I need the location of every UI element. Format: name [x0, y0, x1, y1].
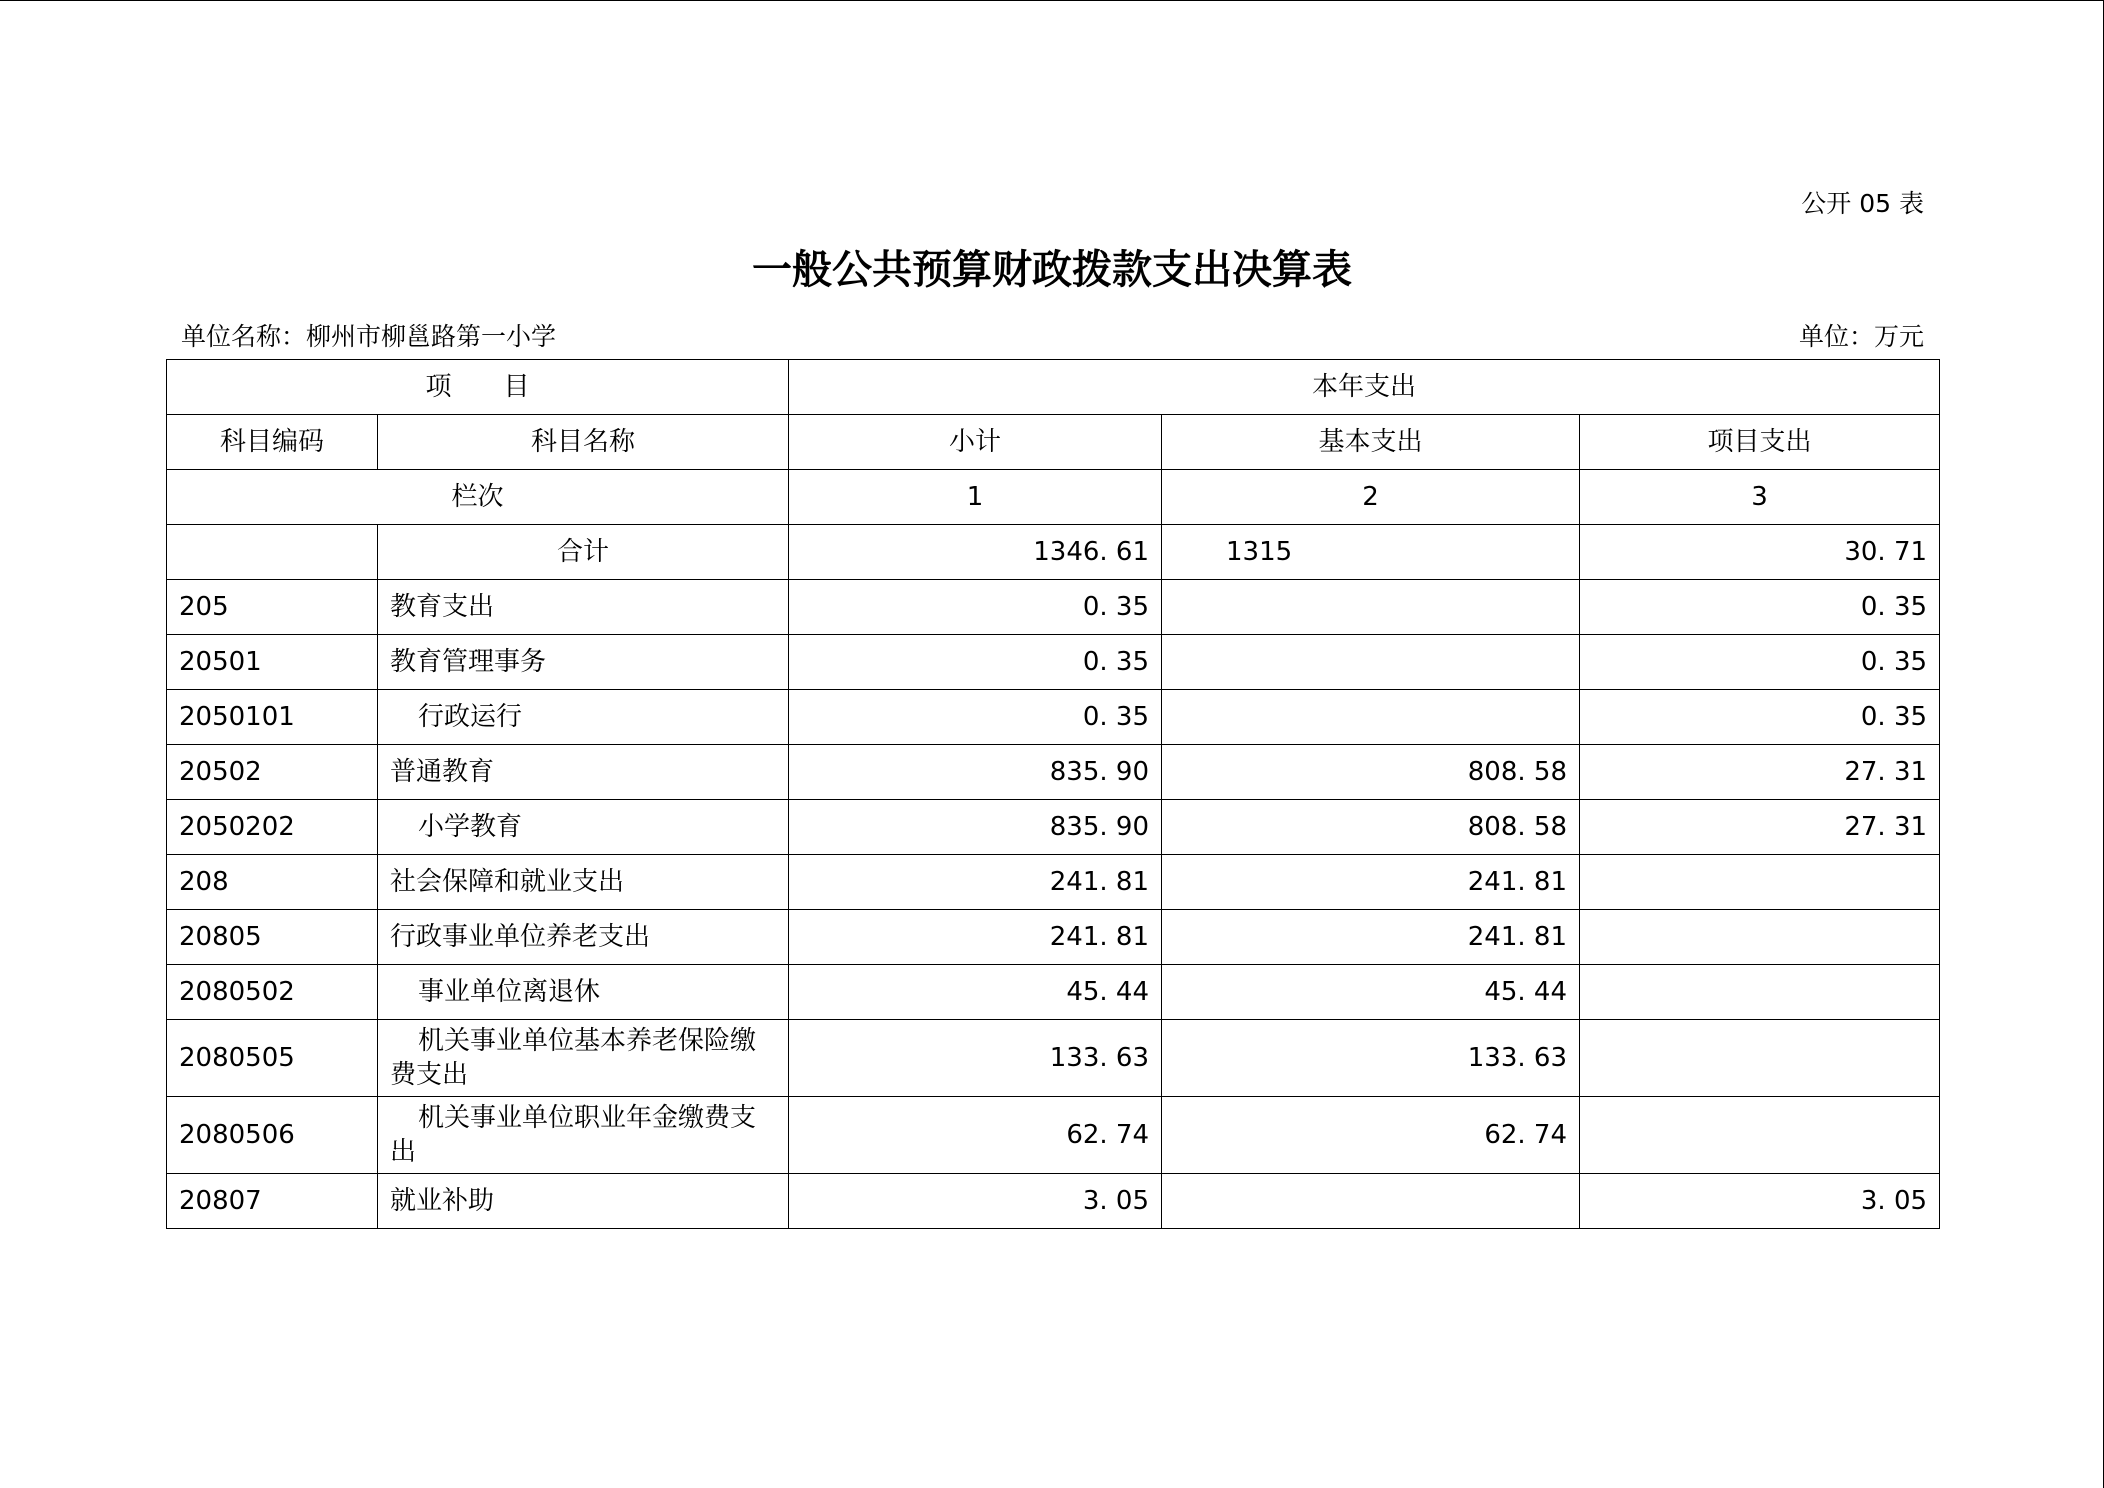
row-basic: [1162, 690, 1580, 745]
row-basic: 241. 81: [1162, 910, 1580, 965]
total-label: 合计: [378, 525, 789, 580]
row-basic: 241. 81: [1162, 855, 1580, 910]
row-project: 3. 05: [1580, 1174, 1940, 1229]
row-project: 0. 35: [1580, 635, 1940, 690]
row-code: 2080505: [167, 1020, 378, 1097]
table-row: [167, 690, 1940, 745]
row-basic: 808. 58: [1162, 745, 1580, 800]
header-name: 科目名称: [378, 415, 789, 470]
header-basic: 基本支出: [1162, 415, 1580, 470]
table-row: [167, 580, 1940, 635]
row-subtotal: 3. 05: [789, 1174, 1162, 1229]
header-subtotal: 小计: [789, 415, 1162, 470]
table-row: [167, 745, 1940, 800]
header-project-exp: 项目支出: [1580, 415, 1940, 470]
table-row: [167, 800, 1940, 855]
row-basic: [1162, 580, 1580, 635]
page-title: 一般公共预算财政拨款支出决算表: [752, 247, 1352, 293]
currency-unit: 单位：万元: [1798, 322, 1924, 351]
table-row: [167, 1097, 1940, 1174]
row-name: 教育支出: [378, 580, 789, 635]
table-row: [167, 1020, 1940, 1097]
header-project: 项 目: [167, 360, 789, 415]
row-project: [1580, 855, 1940, 910]
row-name: 社会保障和就业支出: [378, 855, 789, 910]
table-row: [167, 1174, 1940, 1229]
row-basic: [1162, 635, 1580, 690]
row-project: 0. 35: [1580, 580, 1940, 635]
form-number: 公开 05 表: [1801, 189, 1924, 218]
row-name: 行政事业单位养老支出: [378, 910, 789, 965]
row-code: 208: [167, 855, 378, 910]
row-project: 0. 35: [1580, 690, 1940, 745]
table-row: [167, 855, 1940, 910]
row-basic: [1162, 1174, 1580, 1229]
table-row: [167, 635, 1940, 690]
page-border-top: [0, 0, 2104, 1]
row-subtotal: 62. 74: [789, 1097, 1162, 1174]
index-3: 3: [1580, 470, 1940, 525]
row-subtotal: 133. 63: [789, 1020, 1162, 1097]
row-subtotal: 241. 81: [789, 910, 1162, 965]
total-basic: 1315: [1162, 525, 1580, 580]
row-project: [1580, 910, 1940, 965]
row-code: 2080506: [167, 1097, 378, 1174]
total-subtotal: 1346. 61: [789, 525, 1162, 580]
index-label: 栏次: [167, 470, 789, 525]
row-subtotal: 835. 90: [789, 745, 1162, 800]
table-row: [167, 910, 1940, 965]
row-basic: 133. 63: [1162, 1020, 1580, 1097]
row-subtotal: 45. 44: [789, 965, 1162, 1020]
row-project: [1580, 1097, 1940, 1174]
row-code: 20501: [167, 635, 378, 690]
row-name: 事业单位离退休: [378, 965, 789, 1020]
row-name: 普通教育: [378, 745, 789, 800]
total-code: [167, 525, 378, 580]
index-1: 1: [789, 470, 1162, 525]
row-name: 教育管理事务: [378, 635, 789, 690]
row-code: 20807: [167, 1174, 378, 1229]
header-code: 科目编码: [167, 415, 378, 470]
row-basic: 808. 58: [1162, 800, 1580, 855]
row-project: [1580, 1020, 1940, 1097]
total-project: 30. 71: [1580, 525, 1940, 580]
row-code: 2050101: [167, 690, 378, 745]
table-row: [167, 965, 1940, 1020]
row-name: 机关事业单位职业年金缴费支出: [378, 1097, 789, 1174]
row-code: 20502: [167, 745, 378, 800]
row-name: 机关事业单位基本养老保险缴费支出: [378, 1020, 789, 1097]
row-subtotal: 835. 90: [789, 800, 1162, 855]
header-row-2: [167, 415, 1940, 470]
row-name: 就业补助: [378, 1174, 789, 1229]
row-code: 2050202: [167, 800, 378, 855]
row-code: 20805: [167, 910, 378, 965]
index-2: 2: [1162, 470, 1580, 525]
index-row: [167, 470, 1940, 525]
row-project: [1580, 965, 1940, 1020]
row-subtotal: 0. 35: [789, 580, 1162, 635]
expenditure-table: [166, 359, 1940, 1229]
row-code: 205: [167, 580, 378, 635]
row-subtotal: 0. 35: [789, 690, 1162, 745]
unit-name: 单位名称：柳州市柳邕路第一小学: [181, 322, 557, 351]
row-basic: 62. 74: [1162, 1097, 1580, 1174]
row-basic: 45. 44: [1162, 965, 1580, 1020]
row-code: 2080502: [167, 965, 378, 1020]
row-subtotal: 241. 81: [789, 855, 1162, 910]
header-row-1: [167, 360, 1940, 415]
row-project: 27. 31: [1580, 745, 1940, 800]
row-name: 行政运行: [378, 690, 789, 745]
row-subtotal: 0. 35: [789, 635, 1162, 690]
row-project: 27. 31: [1580, 800, 1940, 855]
total-row: [167, 525, 1940, 580]
row-name: 小学教育: [378, 800, 789, 855]
header-current-year: 本年支出: [789, 360, 1940, 415]
